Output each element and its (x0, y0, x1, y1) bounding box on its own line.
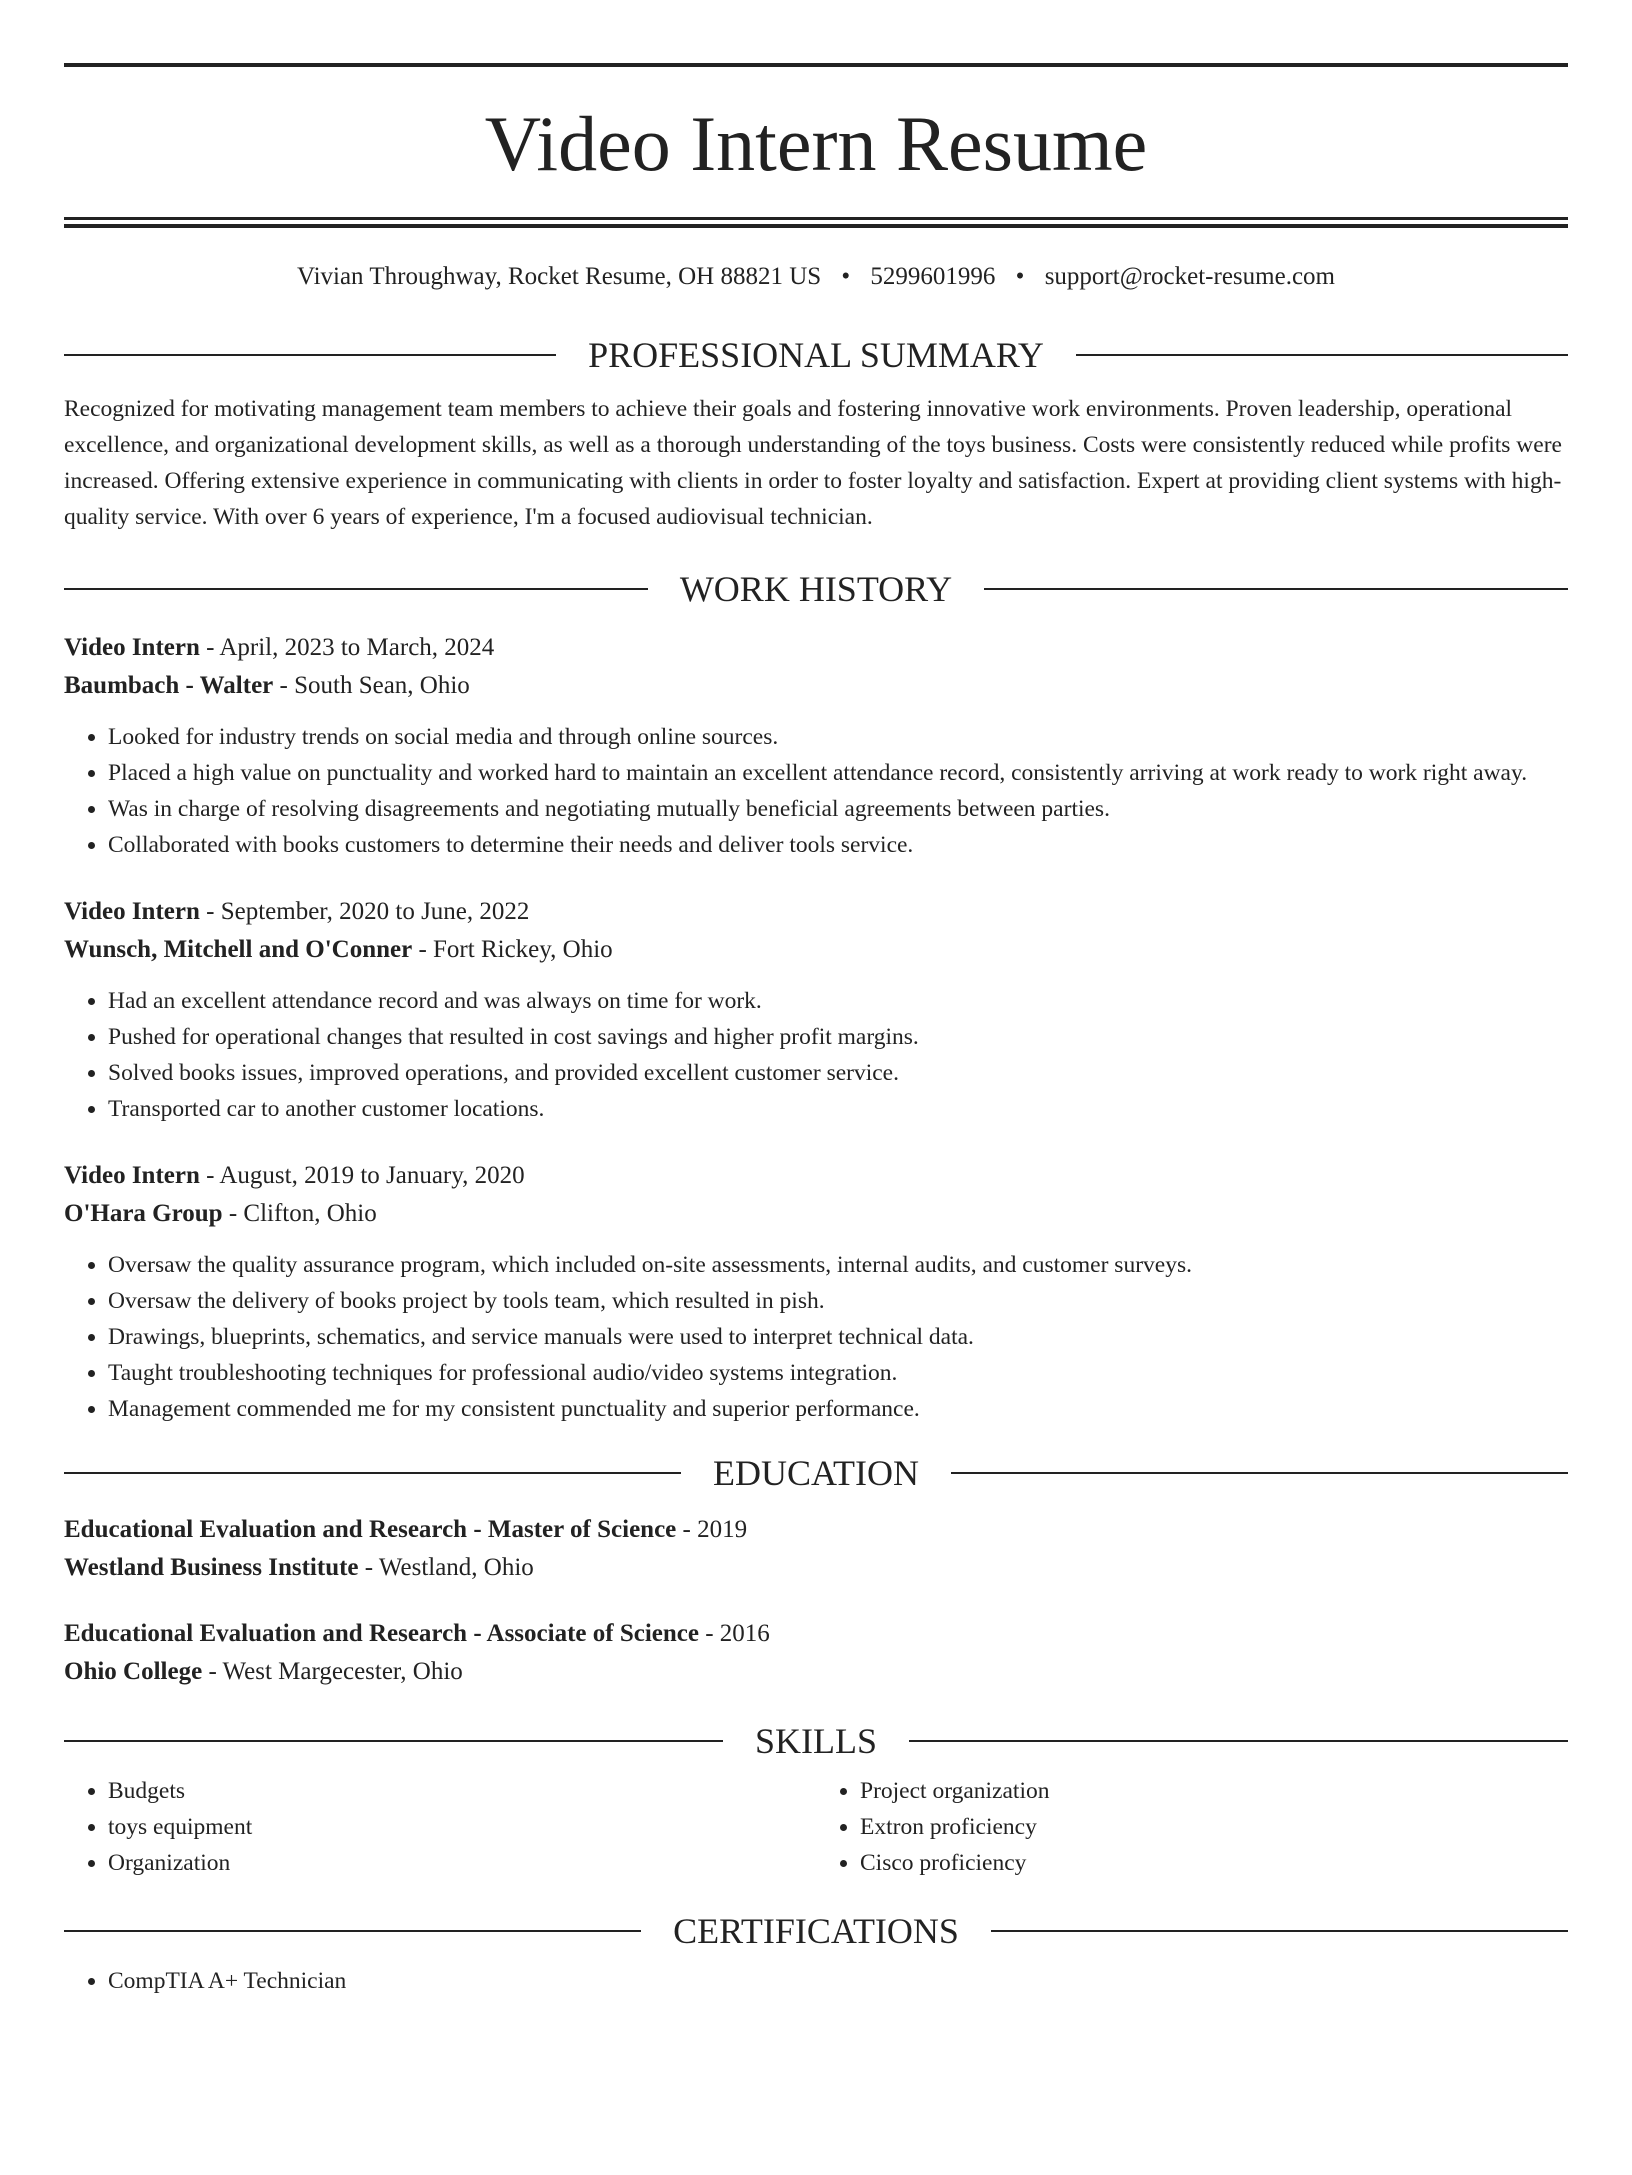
job-company: Wunsch, Mitchell and O'Conner (64, 936, 413, 963)
contact-phone: 5299601996 (870, 263, 996, 290)
skills-left-column (64, 1773, 816, 1881)
job-title-line (64, 629, 1568, 667)
page-title: Video Intern Resume (484, 100, 1148, 187)
list-item: • Placed a high value on punctuality and worked hard to maintain an excellent attendance record, consistently arriving at work ready to work right away. (108, 755, 1568, 791)
heading-rule (64, 588, 648, 590)
job-title: Video Intern (64, 1162, 200, 1189)
job-location: - South Sean, Ohio (273, 672, 470, 699)
heading-rule (1076, 354, 1568, 356)
job-entry (64, 1157, 1568, 1427)
section-heading-skills (64, 1723, 1568, 1759)
section-title: EDUCATION (713, 1453, 919, 1493)
list-item: • Cisco proficiency (860, 1845, 1568, 1881)
job-dates: - September, 2020 to June, 2022 (199, 898, 530, 925)
heading-rule (984, 588, 1568, 590)
work-list (64, 629, 1568, 1427)
list-item: • toys equipment (108, 1809, 816, 1845)
contact-line (64, 264, 1568, 289)
job-entry (64, 629, 1568, 863)
section-heading-certifications (64, 1913, 1568, 1949)
list-item: • Management commended me for my consistent punctuality and superior performance. (108, 1391, 1568, 1427)
list-item: • CompTIA A+ Technician (108, 1963, 1568, 1999)
contact-address: Vivian Throughway, Rocket Resume, OH 88821 US (297, 263, 822, 290)
list-item: • Had an excellent attendance record and was always on time for work. (108, 983, 1568, 1019)
job-company-line (64, 1195, 1568, 1233)
list-item: • Transported car to another customer locations. (108, 1091, 1568, 1127)
heading-rule (64, 354, 556, 356)
education-list (64, 1511, 1568, 1691)
heading-rule (64, 1930, 641, 1932)
edu-location: - West Margecester, Ohio (202, 1658, 463, 1685)
edu-degree-line (64, 1511, 1568, 1549)
summary-text: Recognized for motivating management team members to achieve their goals and fostering innovative work environments. Proven leadership, operational excellence, and organizational development skills, as well as a thorough understanding of the toys business. Costs were consistently reduced while profits were increased. Offering extensive experience in communicating with clients in order to foster loyalty and satisfaction. Expert at providing client systems with high-quality service. With over 6 years of experience, I'm a focused audiovisual technician. (64, 396, 1562, 530)
edu-school: Westland Business Institute (64, 1554, 359, 1581)
edu-school-line (64, 1549, 1568, 1587)
list-item: • Looked for industry trends on social media and through online sources. (108, 719, 1568, 755)
job-entry (64, 893, 1568, 1127)
resume-page (0, 63, 1632, 1999)
job-location: - Clifton, Ohio (222, 1200, 377, 1227)
list-item: • Oversaw the quality assurance program, which included on-site assessments, internal audits, and customer surveys. (108, 1247, 1568, 1283)
edu-location: - Westland, Ohio (358, 1554, 534, 1581)
job-company: Baumbach - Walter (64, 672, 274, 699)
edu-year: - 2016 (698, 1620, 770, 1647)
job-company-line (64, 667, 1568, 705)
job-title-line (64, 893, 1568, 931)
section-title: PROFESSIONAL SUMMARY (588, 335, 1044, 375)
job-bullets (64, 983, 1568, 1127)
job-location: - Fort Rickey, Ohio (412, 936, 613, 963)
edu-degree-line (64, 1615, 1568, 1653)
job-title-line (64, 1157, 1568, 1195)
contact-separator: • (841, 263, 851, 290)
edu-degree: Educational Evaluation and Research - Associate of Science (64, 1620, 699, 1647)
job-dates: - August, 2019 to January, 2020 (199, 1162, 525, 1189)
title-double-rule (64, 217, 1568, 228)
job-title: Video Intern (64, 898, 200, 925)
job-company-line (64, 931, 1568, 969)
list-item: • Project organization (860, 1773, 1568, 1809)
job-bullets (64, 719, 1568, 863)
list-item: • Budgets (108, 1773, 816, 1809)
contact-separator: • (1015, 263, 1025, 290)
job-bullets (64, 1247, 1568, 1427)
job-dates: - April, 2023 to March, 2024 (199, 634, 495, 661)
section-title: CERTIFICATIONS (673, 1911, 959, 1951)
list-item: • Drawings, blueprints, schematics, and service manuals were used to interpret technical data. (108, 1319, 1568, 1355)
list-item: • Extron proficiency (860, 1809, 1568, 1845)
edu-school-line (64, 1653, 1568, 1691)
section-title: SKILLS (755, 1721, 878, 1761)
list-item: • Organization (108, 1845, 816, 1881)
heading-rule (64, 1740, 723, 1742)
skills-right-column (816, 1773, 1568, 1881)
section-heading-work (64, 571, 1568, 607)
heading-rule (909, 1740, 1568, 1742)
skills-columns (64, 1773, 1568, 1881)
list-item: • Pushed for operational changes that resulted in cost savings and higher profit margins. (108, 1019, 1568, 1055)
job-title: Video Intern (64, 634, 200, 661)
section-heading-education (64, 1455, 1568, 1491)
list-item: • Was in charge of resolving disagreements and negotiating mutually beneficial agreements between parties. (108, 791, 1568, 827)
job-company: O'Hara Group (64, 1200, 223, 1227)
heading-rule (991, 1930, 1568, 1932)
heading-rule (951, 1472, 1568, 1474)
certifications-list (64, 1963, 1568, 1999)
list-item: • Collaborated with books customers to determine their needs and deliver tools service. (108, 827, 1568, 863)
education-entry (64, 1511, 1568, 1587)
list-item: • Oversaw the delivery of books project by tools team, which resulted in pish. (108, 1283, 1568, 1319)
list-item: • Taught troubleshooting techniques for professional audio/video systems integration. (108, 1355, 1568, 1391)
edu-school: Ohio College (64, 1658, 203, 1685)
edu-degree: Educational Evaluation and Research - Master of Science (64, 1516, 677, 1543)
list-item: • Solved books issues, improved operations, and provided excellent customer service. (108, 1055, 1568, 1091)
edu-year: - 2019 (676, 1516, 748, 1543)
top-rule (64, 63, 1568, 67)
contact-email: support@rocket-resume.com (1044, 263, 1335, 290)
education-entry (64, 1615, 1568, 1691)
heading-rule (64, 1472, 681, 1474)
section-heading-summary (64, 337, 1568, 373)
section-title: WORK HISTORY (679, 569, 953, 609)
